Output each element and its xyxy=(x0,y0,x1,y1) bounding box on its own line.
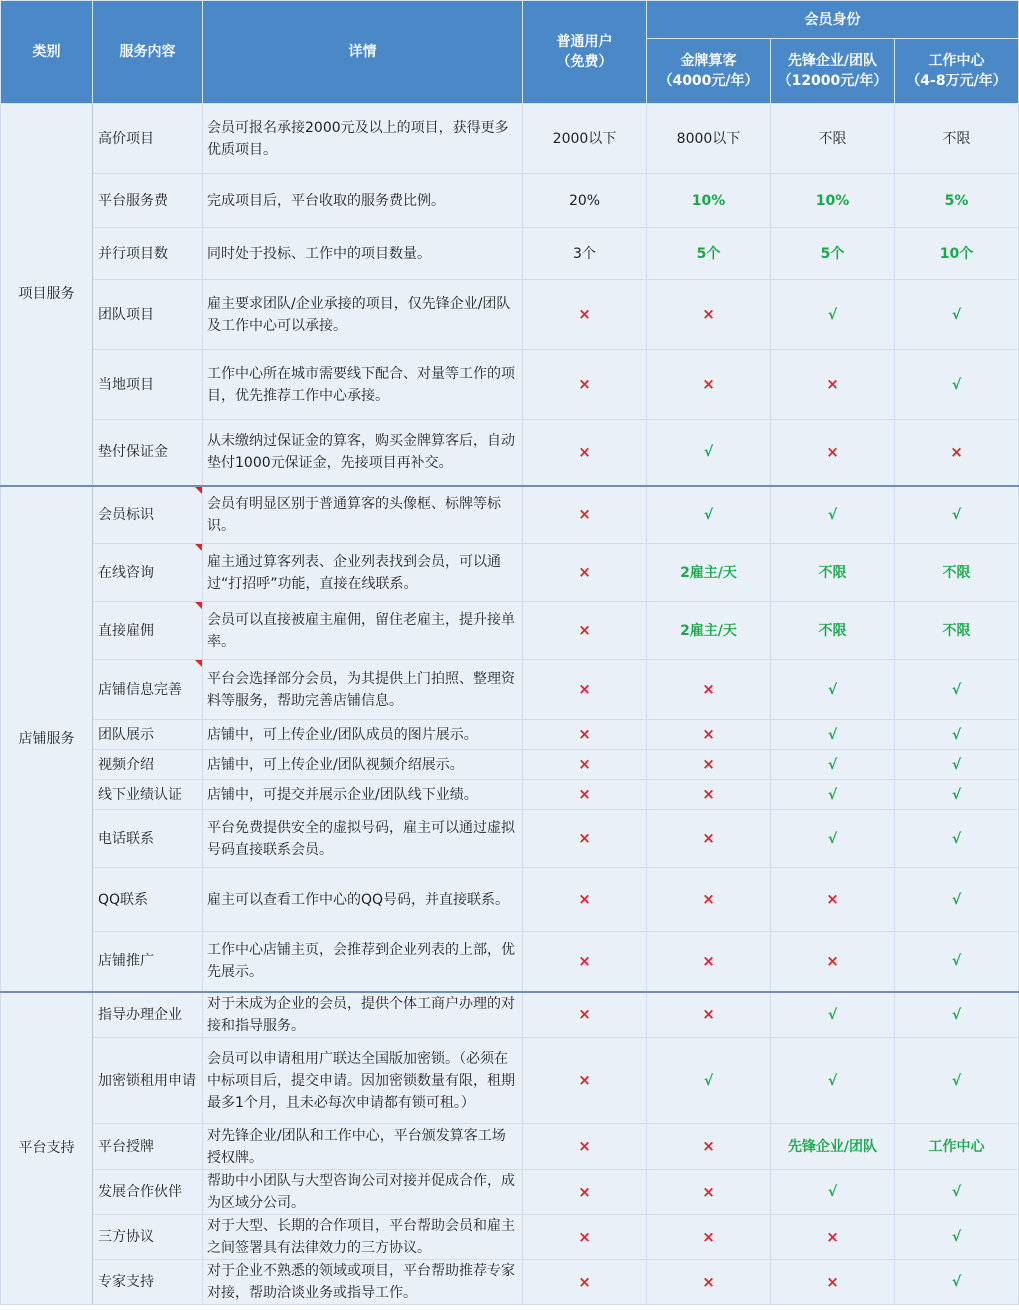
value-text: × xyxy=(578,755,591,773)
value-text: 2000以下 xyxy=(552,130,617,147)
service-detail: 店铺中，可上传企业/团队成员的图片展示。 xyxy=(203,720,523,750)
value-center xyxy=(895,602,1019,660)
cross-icon xyxy=(895,420,1019,486)
service-detail: 雇主通过算客列表、企业列表找到会员，可以通过“打招呼”功能，直接在线联系。 xyxy=(203,544,523,602)
service-name-cell xyxy=(93,1215,203,1260)
table-row xyxy=(1,720,1019,750)
cross-icon xyxy=(523,992,647,1038)
cross-icon xyxy=(647,660,771,720)
cross-icon xyxy=(523,350,647,420)
value-text: √ xyxy=(827,756,838,773)
check-icon xyxy=(895,1038,1019,1124)
value-text: 2雇主/天 xyxy=(680,564,737,581)
service-name-cell xyxy=(93,810,203,868)
comment-marker-icon xyxy=(195,544,202,551)
cross-icon xyxy=(647,280,771,350)
table-row xyxy=(1,1215,1019,1260)
cross-icon xyxy=(523,544,647,602)
table-row xyxy=(1,280,1019,350)
value-gold xyxy=(647,228,771,280)
service-name-cell xyxy=(93,992,203,1038)
table-row xyxy=(1,1038,1019,1124)
value-text: × xyxy=(826,1227,839,1246)
table-row xyxy=(1,750,1019,780)
service-name: 团队项目 xyxy=(98,306,154,323)
service-name: 平台服务费 xyxy=(98,192,168,209)
value-text: √ xyxy=(951,1072,962,1089)
value-text: × xyxy=(826,951,839,970)
service-name-cell xyxy=(93,868,203,932)
service-name: 高价项目 xyxy=(98,130,154,147)
check-icon xyxy=(647,420,771,486)
service-name: 指导办理企业 xyxy=(98,1006,182,1023)
value-text: 不限 xyxy=(942,130,971,147)
value-text: 3个 xyxy=(573,245,596,262)
value-center xyxy=(895,1124,1019,1170)
value-center xyxy=(895,104,1019,174)
service-detail: 雇主要求团队/企业承接的项目，仅先锋企业/团队及工作中心可以承接。 xyxy=(203,280,523,350)
service-detail: 会员可以直接被雇主雇佣，留住老雇主，提升接单率。 xyxy=(203,602,523,660)
service-name-cell xyxy=(93,660,203,720)
table-body xyxy=(1,104,1019,1305)
value-text: √ xyxy=(827,1184,838,1200)
service-detail: 完成项目后，平台收取的服务费比例。 xyxy=(203,174,523,228)
value-text: √ xyxy=(951,891,962,908)
check-icon xyxy=(895,750,1019,780)
value-gold xyxy=(647,174,771,228)
category-project-services: 项目服务 xyxy=(1,104,93,486)
table-row xyxy=(1,1170,1019,1215)
value-text: √ xyxy=(827,726,838,743)
cross-icon xyxy=(771,420,895,486)
header-gold xyxy=(647,39,771,104)
table-row xyxy=(1,932,1019,992)
table-row xyxy=(1,868,1019,932)
value-text: × xyxy=(702,755,715,773)
service-detail: 雇主可以查看工作中心的QQ号码，并直接联系。 xyxy=(203,868,523,932)
value-text: × xyxy=(578,305,591,323)
service-name: 并行项目数 xyxy=(98,245,168,262)
value-text: × xyxy=(578,1272,591,1291)
check-icon xyxy=(647,486,771,544)
check-icon xyxy=(771,810,895,868)
cross-icon xyxy=(523,280,647,350)
cross-icon xyxy=(771,350,895,420)
value-text: √ xyxy=(827,306,838,323)
value-gold xyxy=(647,544,771,602)
service-name: 电话联系 xyxy=(98,830,154,847)
value-text: √ xyxy=(951,726,962,743)
value-pioneer xyxy=(771,544,895,602)
header-gold-label: 金牌算客 xyxy=(680,53,737,69)
service-detail: 同时处于投标、工作中的项目数量。 xyxy=(203,228,523,280)
service-name-cell xyxy=(93,1038,203,1124)
table-row xyxy=(1,420,1019,486)
service-name-cell xyxy=(93,420,203,486)
value-text: × xyxy=(578,829,591,847)
value-text: × xyxy=(702,1227,715,1246)
value-text: × xyxy=(702,680,715,698)
value-text: × xyxy=(578,951,591,970)
service-name-cell xyxy=(93,1260,203,1305)
check-icon xyxy=(895,932,1019,992)
value-text: × xyxy=(950,442,963,461)
service-detail: 会员可报名承接2000元及以上的项目，获得更多优质项目。 xyxy=(203,104,523,174)
service-name-cell xyxy=(93,780,203,810)
value-text: √ xyxy=(951,756,962,773)
table-row xyxy=(1,486,1019,544)
cross-icon xyxy=(523,1215,647,1260)
cross-icon xyxy=(523,1038,647,1124)
table-row xyxy=(1,660,1019,720)
check-icon xyxy=(895,810,1019,868)
value-text: 10% xyxy=(691,192,726,209)
value-text: × xyxy=(578,1005,591,1024)
value-text: × xyxy=(578,505,591,524)
check-icon xyxy=(895,780,1019,810)
value-text: √ xyxy=(951,506,962,523)
cross-icon xyxy=(647,780,771,810)
cross-icon xyxy=(647,932,771,992)
service-name-cell xyxy=(93,750,203,780)
comment-marker-icon xyxy=(195,602,202,609)
value-text: × xyxy=(702,1182,715,1201)
service-name-cell xyxy=(93,174,203,228)
service-detail: 会员有明显区别于普通算客的头像框、标牌等标识。 xyxy=(203,486,523,544)
value-free xyxy=(523,104,647,174)
value-text: × xyxy=(578,621,591,639)
value-text: √ xyxy=(951,1006,962,1023)
table-row xyxy=(1,228,1019,280)
check-icon xyxy=(771,486,895,544)
service-detail: 店铺中，可上传企业/团队视频介绍展示。 xyxy=(203,750,523,780)
value-text: × xyxy=(702,829,715,847)
header-category: 类别 xyxy=(1,1,93,104)
value-text: × xyxy=(578,375,591,393)
header-pioneer-label: 先锋企业/团队 xyxy=(787,53,878,69)
cross-icon xyxy=(523,602,647,660)
service-detail: 帮助中小团队与大型咨询公司对接并促成合作，成为区域分公司。 xyxy=(203,1170,523,1215)
value-text: 5个 xyxy=(696,245,721,262)
value-gold xyxy=(647,104,771,174)
service-detail: 平台免费提供安全的虚拟号码，雇主可以通过虚拟号码直接联系会员。 xyxy=(203,810,523,868)
table-row xyxy=(1,174,1019,228)
check-icon xyxy=(895,1170,1019,1215)
table-row xyxy=(1,780,1019,810)
category-platform-support: 平台支持 xyxy=(1,992,93,1305)
value-text: √ xyxy=(827,786,838,803)
value-text: 不限 xyxy=(818,130,847,147)
comment-marker-icon xyxy=(195,487,202,494)
value-text: √ xyxy=(827,506,838,523)
table-row xyxy=(1,104,1019,174)
header-member-group: 会员身份 xyxy=(647,1,1019,39)
value-free xyxy=(523,228,647,280)
cross-icon xyxy=(771,1215,895,1260)
service-name: 团队展示 xyxy=(98,726,154,743)
cross-icon xyxy=(523,868,647,932)
service-name: 直接雇佣 xyxy=(98,622,154,639)
value-center xyxy=(895,174,1019,228)
value-pioneer xyxy=(771,1124,895,1170)
value-text: × xyxy=(702,890,715,908)
check-icon xyxy=(771,992,895,1038)
value-text: 8000以下 xyxy=(676,130,741,147)
value-text: √ xyxy=(951,1184,962,1200)
table-row xyxy=(1,810,1019,868)
value-text: 5% xyxy=(944,192,969,209)
value-text: × xyxy=(702,1272,715,1291)
cross-icon xyxy=(523,810,647,868)
header-detail: 详情 xyxy=(203,1,523,104)
value-text: 5个 xyxy=(820,245,845,262)
value-text: × xyxy=(578,785,591,803)
service-name-cell xyxy=(93,1124,203,1170)
service-detail: 对于大型、长期的合作项目，平台帮助会员和雇主之间签署具有法律效力的三方协议。 xyxy=(203,1215,523,1260)
value-pioneer xyxy=(771,602,895,660)
service-detail: 对于企业不熟悉的领域或项目，平台帮助推荐专家对接，帮助洽谈业务或指导工作。 xyxy=(203,1260,523,1305)
value-text: × xyxy=(702,305,715,323)
value-text: √ xyxy=(827,830,838,847)
header-free-user xyxy=(523,1,647,104)
cross-icon xyxy=(771,932,895,992)
cross-icon xyxy=(523,932,647,992)
service-name: 线下业绩认证 xyxy=(98,786,182,803)
service-name: 加密锁租用申请 xyxy=(98,1072,196,1089)
value-text: × xyxy=(702,1137,715,1155)
check-icon xyxy=(895,350,1019,420)
cross-icon xyxy=(647,1260,771,1305)
header-gold-price: （4000元/年） xyxy=(658,73,759,89)
table-row xyxy=(1,602,1019,660)
cross-icon xyxy=(647,1170,771,1215)
cross-icon xyxy=(771,868,895,932)
value-text: × xyxy=(702,375,715,393)
value-text: 先锋企业/团队 xyxy=(787,1138,878,1155)
value-text: 10个 xyxy=(939,245,974,262)
value-text: 工作中心 xyxy=(928,1138,985,1155)
cross-icon xyxy=(647,750,771,780)
value-text: × xyxy=(578,680,591,698)
service-name: 视频介绍 xyxy=(98,756,154,773)
table-row xyxy=(1,1124,1019,1170)
value-text: × xyxy=(578,442,591,461)
value-text: × xyxy=(702,951,715,970)
service-name: 店铺信息完善 xyxy=(98,681,182,698)
service-name: 平台授牌 xyxy=(98,1138,154,1155)
check-icon xyxy=(771,280,895,350)
value-center xyxy=(895,228,1019,280)
service-name-cell xyxy=(93,720,203,750)
cross-icon xyxy=(523,750,647,780)
header-center-label: 工作中心 xyxy=(928,53,985,69)
cross-icon xyxy=(647,350,771,420)
cross-icon xyxy=(647,868,771,932)
value-text: 10% xyxy=(815,192,850,209)
service-name-cell xyxy=(93,350,203,420)
service-name: 发展合作伙伴 xyxy=(98,1184,182,1200)
service-name-cell xyxy=(93,486,203,544)
service-name-cell xyxy=(93,544,203,602)
value-pioneer xyxy=(771,104,895,174)
check-icon xyxy=(771,1170,895,1215)
value-text: √ xyxy=(951,306,962,323)
value-text: √ xyxy=(703,1072,714,1089)
cross-icon xyxy=(647,720,771,750)
service-detail: 工作中心店铺主页，会推荐到企业列表的上部，优先展示。 xyxy=(203,932,523,992)
check-icon xyxy=(895,720,1019,750)
value-text: × xyxy=(702,1005,715,1024)
value-text: 不限 xyxy=(818,564,847,581)
value-text: √ xyxy=(827,1006,838,1023)
service-name-cell xyxy=(93,602,203,660)
service-detail: 从未缴纳过保证金的算客，购买金牌算客后，自动垫付1000元保证金，先接项目再补交。 xyxy=(203,420,523,486)
value-text: × xyxy=(578,1137,591,1155)
service-name: 垫付保证金 xyxy=(98,444,168,461)
value-text: × xyxy=(578,1182,591,1201)
header-free-user-note: （免费） xyxy=(556,54,613,70)
cross-icon xyxy=(647,992,771,1038)
value-text: × xyxy=(578,890,591,908)
value-text: √ xyxy=(703,444,714,461)
check-icon xyxy=(895,660,1019,720)
header-center-price: （4-8万元/年） xyxy=(906,73,1007,89)
cross-icon xyxy=(523,420,647,486)
table-row xyxy=(1,350,1019,420)
check-icon xyxy=(771,720,895,750)
table-row xyxy=(1,1260,1019,1305)
comment-marker-icon xyxy=(195,660,202,667)
value-text: √ xyxy=(827,681,838,698)
cross-icon xyxy=(523,720,647,750)
value-text: × xyxy=(826,442,839,461)
service-name: 专家支持 xyxy=(98,1274,154,1290)
cross-icon xyxy=(647,1124,771,1170)
value-text: × xyxy=(702,725,715,743)
value-text: √ xyxy=(951,1229,962,1245)
value-text: √ xyxy=(827,1072,838,1089)
check-icon xyxy=(647,1038,771,1124)
value-center xyxy=(895,544,1019,602)
check-icon xyxy=(895,486,1019,544)
value-text: √ xyxy=(703,506,714,523)
cross-icon xyxy=(523,780,647,810)
value-text: √ xyxy=(951,1274,962,1290)
check-icon xyxy=(771,750,895,780)
check-icon xyxy=(771,1038,895,1124)
value-text: × xyxy=(578,1227,591,1246)
check-icon xyxy=(895,1260,1019,1305)
value-text: √ xyxy=(951,953,962,970)
value-text: 不限 xyxy=(942,564,971,581)
service-name-cell xyxy=(93,228,203,280)
header-pioneer xyxy=(771,39,895,104)
service-name-cell xyxy=(93,932,203,992)
check-icon xyxy=(895,280,1019,350)
value-text: √ xyxy=(951,376,962,393)
cross-icon xyxy=(523,660,647,720)
value-text: 不限 xyxy=(942,622,971,639)
service-name-cell xyxy=(93,1170,203,1215)
service-detail: 会员可以申请租用广联达全国版加密锁。（必须在中标项目后，提交申请。因加密锁数量有限，租期最多1个月，且未必每次申请都有锁可租。） xyxy=(203,1038,523,1124)
service-name-cell xyxy=(93,280,203,350)
value-gold xyxy=(647,602,771,660)
value-text: × xyxy=(826,1272,839,1291)
value-text: √ xyxy=(951,830,962,847)
value-free xyxy=(523,174,647,228)
service-name: 三方协议 xyxy=(98,1229,154,1245)
value-text: × xyxy=(578,563,591,581)
header-center xyxy=(895,39,1019,104)
service-detail: 对于未成为企业的会员，提供个体工商户办理的对接和指导服务。 xyxy=(203,992,523,1038)
service-detail: 对先锋企业/团队和工作中心，平台颁发算客工场授权牌。 xyxy=(203,1124,523,1170)
value-text: × xyxy=(702,785,715,803)
service-name: 店铺推广 xyxy=(98,953,154,970)
service-name-cell xyxy=(93,104,203,174)
value-text: 20% xyxy=(568,192,601,209)
check-icon xyxy=(771,780,895,810)
service-name: QQ联系 xyxy=(98,891,149,908)
cross-icon xyxy=(771,1260,895,1305)
cross-icon xyxy=(647,810,771,868)
value-text: × xyxy=(578,725,591,743)
service-name: 会员标识 xyxy=(98,506,154,523)
cross-icon xyxy=(523,1260,647,1305)
category-shop-services: 店铺服务 xyxy=(1,486,93,992)
value-text: × xyxy=(826,375,839,393)
check-icon xyxy=(771,660,895,720)
value-text: 2雇主/天 xyxy=(680,622,737,639)
value-text: √ xyxy=(951,786,962,803)
service-name: 当地项目 xyxy=(98,376,154,393)
value-text: √ xyxy=(951,681,962,698)
check-icon xyxy=(895,1215,1019,1260)
check-icon xyxy=(895,868,1019,932)
value-text: × xyxy=(826,890,839,908)
header-free-user-label: 普通用户 xyxy=(556,34,613,50)
table-row xyxy=(1,992,1019,1038)
service-detail: 工作中心所在城市需要线下配合、对量等工作的项目，优先推荐工作中心承接。 xyxy=(203,350,523,420)
value-pioneer xyxy=(771,228,895,280)
table-row xyxy=(1,544,1019,602)
value-text: 不限 xyxy=(818,622,847,639)
cross-icon xyxy=(523,1124,647,1170)
cross-icon xyxy=(523,486,647,544)
value-pioneer xyxy=(771,174,895,228)
value-text: × xyxy=(578,1071,591,1089)
cross-icon xyxy=(647,1215,771,1260)
service-detail: 平台会选择部分会员，为其提供上门拍照、整理资料等服务，帮助完善店铺信息。 xyxy=(203,660,523,720)
service-name: 在线咨询 xyxy=(98,564,154,581)
check-icon xyxy=(895,992,1019,1038)
header-service: 服务内容 xyxy=(93,1,203,104)
service-detail: 店铺中，可提交并展示企业/团队线下业绩。 xyxy=(203,780,523,810)
header-pioneer-price: （12000元/年） xyxy=(777,73,888,89)
cross-icon xyxy=(523,1170,647,1215)
